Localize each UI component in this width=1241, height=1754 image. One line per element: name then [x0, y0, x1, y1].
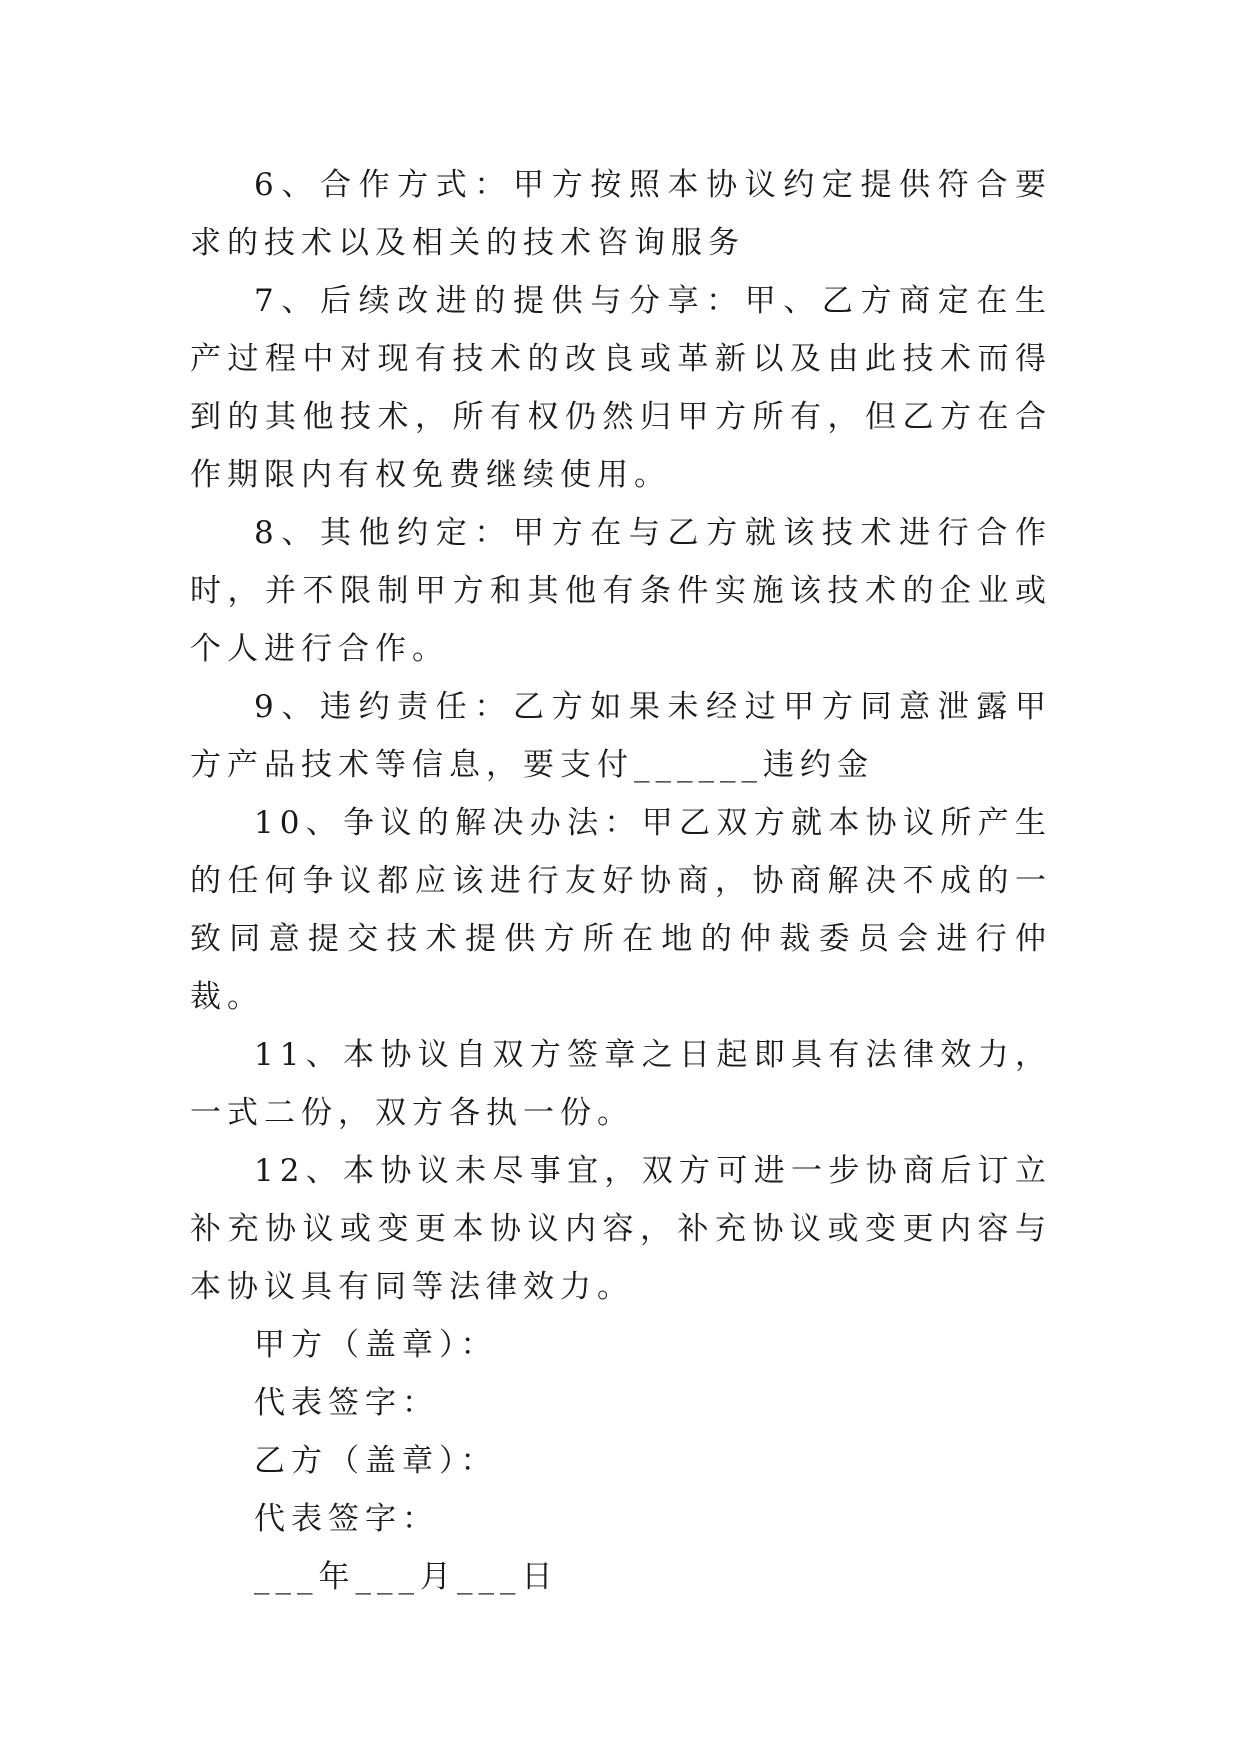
clause-8: 8、其他约定：甲方在与乙方就该技术进行合作时，并不限制甲方和其他有条件实施该技术的企业或个人进行合作。 — [190, 515, 1052, 667]
document-page — [190, 156, 1052, 1606]
party-a-seal-label: 甲方（盖章）： — [254, 1327, 498, 1363]
party-b-seal-label: 乙方（盖章）： — [254, 1443, 498, 1479]
clause-7: 7、后续改进的提供与分享：甲、乙方商定在生产过程中对现有技术的改良或革新以及由此技术而得到的其他技术，所有权仍然归甲方所有，但乙方在合作期限内有权免费继续使用。 — [190, 283, 1052, 493]
clause-6: 6、合作方式：甲方按照本协议约定提供符合要求的技术以及相关的技术咨询服务 — [190, 167, 1052, 261]
clause-9: 9、违约责任：乙方如果未经过甲方同意泄露甲方产品技术等信息，要支付______违约金 — [190, 689, 1052, 783]
party-b-representative-label: 代表签字： — [254, 1501, 439, 1537]
clause-12: 12、本协议未尽事宜，双方可进一步协商后订立补充协议或变更本协议内容，补充协议或变更内容与本协议具有同等法律效力。 — [190, 1153, 1052, 1305]
clause-10: 10、争议的解决办法：甲乙双方就本协议所产生的任何争议都应该进行友好协商，协商解决不成的一致同意提交技术提供方所在地的仲裁委员会进行仲裁。 — [190, 805, 1052, 1015]
signing-date: ___年___月___日 — [254, 1559, 559, 1595]
clause-11: 11、本协议自双方签章之日起即具有法律效力，一式二份，双方各执一份。 — [190, 1037, 1052, 1131]
signature-block — [190, 1316, 1052, 1606]
party-a-representative-label: 代表签字： — [254, 1385, 439, 1421]
